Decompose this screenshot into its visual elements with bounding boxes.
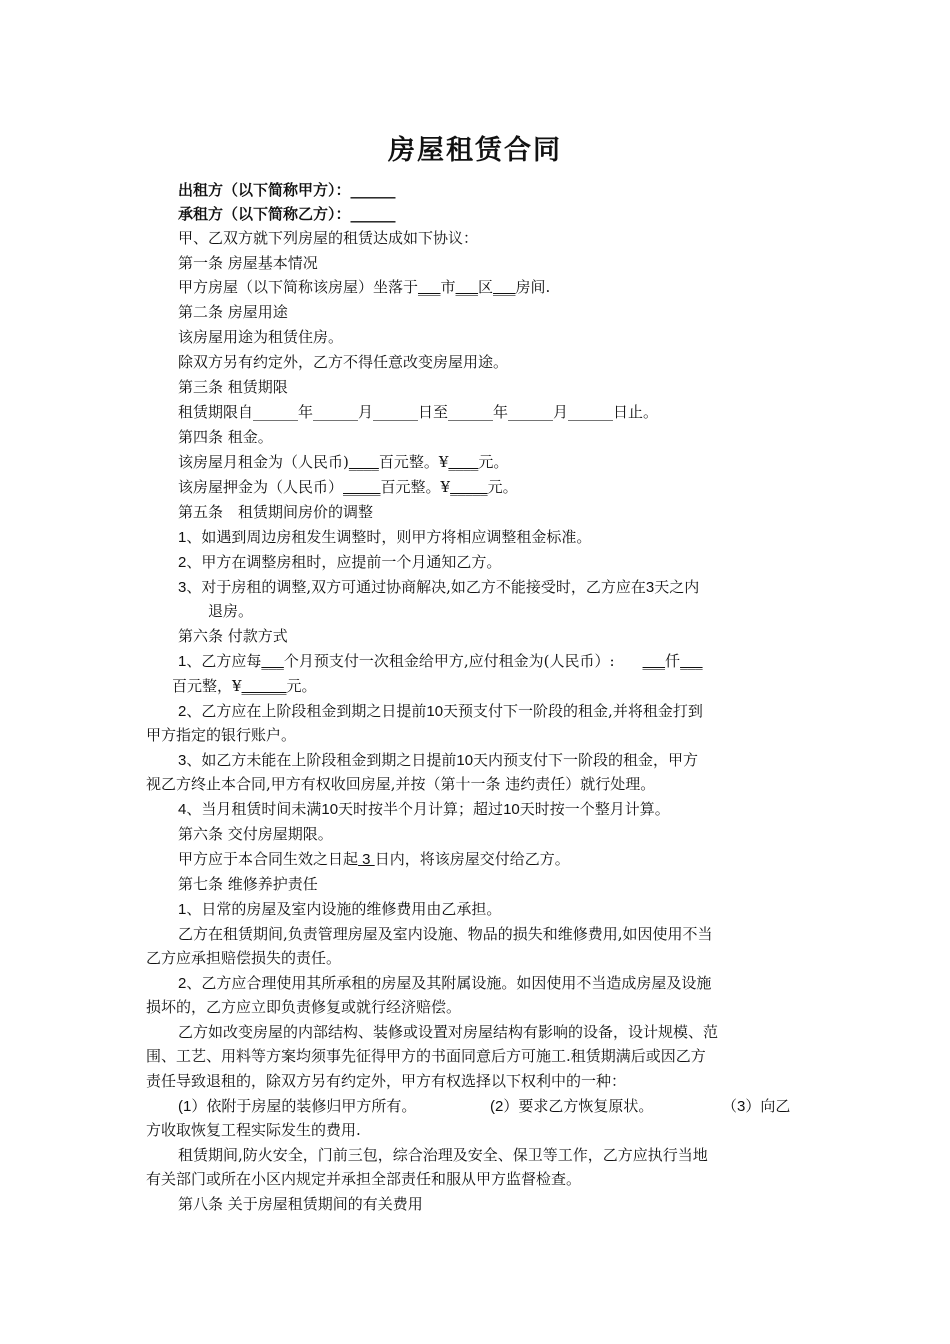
article-6-line-4 xyxy=(178,799,670,820)
text-segment: 元。 xyxy=(478,453,509,471)
article-7-line-5: 租赁期间,防火安全，门前三包，综合治理及安全、保卫等工作，乙方应执行当地 xyxy=(178,1146,708,1164)
article-7-option-2 xyxy=(490,1096,653,1117)
article-4-rent-line xyxy=(178,452,508,472)
item-number: （3 xyxy=(722,1098,746,1115)
text-segment: 该房屋押金为（人民币） xyxy=(178,478,344,496)
text-segment: 甲方应于本合同生效之日起 xyxy=(178,850,359,868)
article-3-line: 租赁期限自______年______月______日至______年______月______日止。 xyxy=(178,403,659,421)
intro-line: 甲、乙双方就下列房屋的租赁达成如下协议： xyxy=(178,229,479,247)
text-segment: 天时按一个整月计算。 xyxy=(519,800,670,818)
article-2-title: 第二条 房屋用途 xyxy=(178,303,288,321)
item-number: 1 xyxy=(178,901,187,918)
item-number: 2 xyxy=(178,975,187,992)
party-a-blank: ______ xyxy=(350,181,396,199)
article-7-line-4: 乙方如改变房屋的内部结构、装修或设置对房屋结构有影响的设备，设计规模、范 xyxy=(178,1023,719,1041)
article-6-line-1-cont xyxy=(172,676,317,696)
article-1-line xyxy=(178,277,550,297)
blank-thousands: ___ xyxy=(642,652,666,670)
text-segment: 日内，将该房屋交付给乙方。 xyxy=(374,850,570,868)
article-6-line-3 xyxy=(178,750,698,771)
article-6-title: 第六条 付款方式 xyxy=(178,627,288,645)
text-segment: 、如乙方未能在上阶段租金到期之日提前 xyxy=(186,751,457,769)
text-segment: 天之内 xyxy=(654,578,700,596)
item-number: (2 xyxy=(490,1098,504,1115)
blank-room: ___ xyxy=(493,278,516,296)
article-6b-line xyxy=(178,849,570,870)
item-number: 3 xyxy=(178,752,187,769)
text-segment: 个月预支付一次租金给甲方,应付租金为(人民币）: xyxy=(283,652,615,670)
article-5-title: 第五条 租赁期间房价的调整 xyxy=(178,503,374,521)
text-segment: 、乙方应合理使用其所承租的房屋及其附属设施。如因使用不当造成房屋及设施 xyxy=(186,974,712,992)
article-7-line-3 xyxy=(178,973,711,994)
item-number: 2 xyxy=(178,703,187,720)
item-number: 4 xyxy=(178,801,187,818)
article-3-title: 第三条 租赁期限 xyxy=(178,378,288,396)
text-segment: 天时按半个月计算；超过 xyxy=(338,800,504,818)
article-7-line-2: 乙方在租赁期间,负责管理房屋及室内设施、物品的损失和维修费用,如因使用不当 xyxy=(178,925,713,943)
article-5-line-3 xyxy=(178,577,699,598)
article-7-option-1 xyxy=(178,1096,416,1117)
article-7-line-1 xyxy=(178,899,501,920)
item-number: 1 xyxy=(178,529,187,546)
text-segment: 百元整，¥ xyxy=(172,677,242,695)
item-number: 3 xyxy=(178,579,187,596)
item-number: 2 xyxy=(178,554,187,571)
text-segment: 仟 xyxy=(665,652,681,670)
party-b-blank: ______ xyxy=(350,205,396,223)
text-segment: 元。 xyxy=(286,677,317,695)
number-segment: 3 xyxy=(645,579,655,596)
blank-months: ___ xyxy=(261,652,284,670)
text-segment: 、如遇到周边房租发生调整时，则甲方将相应调整租金标准。 xyxy=(186,528,592,546)
article-5-line-1 xyxy=(178,527,591,548)
party-a-line xyxy=(178,180,396,200)
text-segment: 、乙方应在上阶段租金到期之日提前 xyxy=(186,702,427,720)
article-6-line-3-cont: 视乙方终止本合同,甲方有权收回房屋,并按（第十一条 违约责任）就行处理。 xyxy=(146,775,656,793)
article-5-line-2 xyxy=(178,552,501,573)
article-6-line-1 xyxy=(178,651,703,672)
party-b-line xyxy=(178,204,396,224)
text-segment: 天预支付下一阶段的租金,并将租金打到 xyxy=(443,702,703,720)
text-segment: 天内预支付下一阶段的租金，甲方 xyxy=(473,751,699,769)
article-7-line-3-cont: 损坏的，乙方应立即负责修复或就行经济赔偿。 xyxy=(146,998,462,1016)
article-2-line-2: 除双方另有约定外，乙方不得任意改变房屋用途。 xyxy=(178,353,509,371)
number-segment: 10 xyxy=(503,801,520,818)
article-7-line-2-cont: 乙方应承担赔偿损失的责任。 xyxy=(146,949,342,967)
blank-amount: ______ xyxy=(241,677,287,695)
number-segment: 10 xyxy=(321,801,339,818)
party-b-label: 承租方（以下简称乙方）： xyxy=(178,205,351,223)
article-4-title: 第四条 租金。 xyxy=(178,428,273,446)
text-segment: 、乙方应每 xyxy=(186,652,262,670)
text-segment: 、当月租赁时间未满 xyxy=(186,800,322,818)
text-segment: 元。 xyxy=(487,478,518,496)
blank-rent-hundreds: ____ xyxy=(348,453,379,471)
article-2-line-1: 该房屋用途为租赁住房。 xyxy=(178,328,344,346)
text-segment: ）向乙 xyxy=(745,1097,791,1115)
text-segment: 甲方房屋（以下简称该房屋）坐落于 xyxy=(178,278,419,296)
text-segment: 、日常的房屋及室内设施的维修费用由乙承担。 xyxy=(186,900,502,918)
article-8-title: 第八条 关于房屋租赁期间的有关费用 xyxy=(178,1195,423,1213)
text-segment: 该房屋月租金为（人民币) xyxy=(178,453,349,471)
article-7-line-5-cont: 有关部门或所在小区内规定并承担全部责任和服从甲方监督检查。 xyxy=(146,1170,582,1188)
text-segment: ）依附于房屋的装修归甲方所有。 xyxy=(191,1097,417,1115)
article-4-deposit-line xyxy=(178,477,518,497)
article-7-option-3 xyxy=(722,1096,790,1117)
item-number: 1 xyxy=(178,653,187,670)
text-segment: 房间. xyxy=(515,278,551,296)
text-segment: 市 xyxy=(440,278,456,296)
article-7-option-3-cont: 方收取恢复工程实际发生的费用. xyxy=(146,1121,361,1139)
number-segment: 10 xyxy=(456,752,474,769)
text-segment: 百元整。¥ xyxy=(380,478,451,496)
item-number: (1 xyxy=(178,1098,192,1115)
article-7-title: 第七条 维修养护责任 xyxy=(178,875,318,893)
number-segment: 10 xyxy=(426,703,444,720)
text-segment: 区 xyxy=(478,278,494,296)
blank-district: ___ xyxy=(455,278,479,296)
article-7-line-4-cont-1: 围、工艺、用料等方案均须事先征得甲方的书面同意后方可施工.租赁期满后或因乙方 xyxy=(146,1047,706,1065)
article-1-title: 第一条 房屋基本情况 xyxy=(178,254,318,272)
article-5-line-3-cont: 退房。 xyxy=(208,602,254,620)
text-segment: 、甲方在调整房租时，应提前一个月通知乙方。 xyxy=(186,553,502,571)
party-a-label: 出租方（以下简称甲方）： xyxy=(178,181,351,199)
article-6-line-2-cont: 甲方指定的银行账户。 xyxy=(146,726,297,744)
delivery-days: 3 xyxy=(358,851,375,868)
blank-city: ___ xyxy=(418,278,441,296)
article-6b-title: 第六条 交付房屋期限。 xyxy=(178,825,333,843)
text-segment: ）要求乙方恢复原状。 xyxy=(503,1097,654,1115)
blank-deposit-hundreds: _____ xyxy=(343,478,381,496)
article-6-line-2 xyxy=(178,701,703,722)
document-title: 房屋租赁合同 xyxy=(388,135,562,166)
blank-deposit-amount: _____ xyxy=(450,478,488,496)
blank-rent-amount: ____ xyxy=(448,453,479,471)
article-7-line-4-cont-2: 责任导致退租的，除双方另有约定外，甲方有权选择以下权利中的一种： xyxy=(146,1072,627,1090)
text-segment: 、对于房租的调整,双方可通过协商解决,如乙方不能接受时，乙方应在 xyxy=(186,578,646,596)
text-segment: 百元整。¥ xyxy=(378,453,449,471)
blank-hundreds: ___ xyxy=(680,652,703,670)
